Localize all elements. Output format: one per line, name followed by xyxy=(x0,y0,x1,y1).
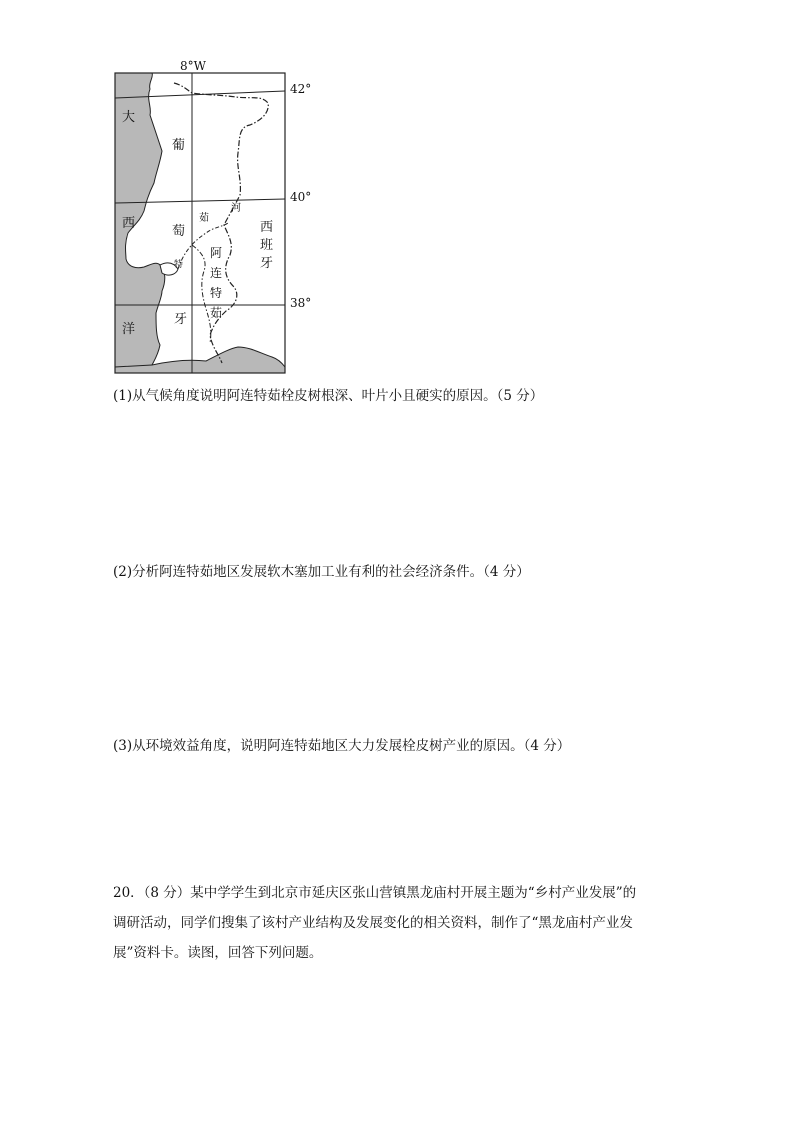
ocean-label-1: 大 xyxy=(122,110,136,125)
region-label-1: 阿 xyxy=(210,246,223,260)
river-label-2: 河 xyxy=(231,203,241,214)
question-2: (2)分析阿连特茹地区发展软木塞加工业有利的社会经济条件。（4 分） xyxy=(113,564,530,580)
spain-label-2: 班 xyxy=(260,238,274,253)
lat-label-42: 42° xyxy=(290,82,312,96)
meridian-label: 8°W xyxy=(180,59,206,73)
question-20-line-1: 20．（8 分）某中学学生到北京市延庆区张山营镇黑龙庙村开展主题为“乡村产业发展”的 xyxy=(113,885,637,901)
portugal-label-2: 萄 xyxy=(172,224,186,239)
ocean-label-2: 西 xyxy=(122,216,136,231)
lat-label-40: 40° xyxy=(290,190,312,204)
portugal-label-3: 牙 xyxy=(174,312,188,327)
river-small-label: 特 xyxy=(174,260,184,270)
spain-label-3: 牙 xyxy=(260,256,274,271)
lat-label-38: 38° xyxy=(290,296,312,310)
river-label-1: 茹 xyxy=(199,213,209,224)
question-20 xyxy=(113,878,693,968)
portugal-map xyxy=(110,55,330,380)
question-1: (1)从气候角度说明阿连特茹栓皮树根深、叶片小且硬实的原因。（5 分） xyxy=(113,388,544,404)
ocean-label-3: 洋 xyxy=(122,322,136,337)
question-3: (3)从环境效益角度，说明阿连特茹地区大力发展栓皮树产业的原因。（4 分） xyxy=(113,738,571,754)
region-label-3: 特 xyxy=(210,286,223,300)
region-label-4: 茹 xyxy=(210,306,223,320)
question-20-line-3: 展”资料卡。读图，回答下列问题。 xyxy=(113,945,323,961)
question-20-line-2: 调研活动，同学们搜集了该村产业结构及发展变化的相关资料，制作了“黑龙庙村产业发 xyxy=(113,915,633,931)
map-figure xyxy=(110,55,330,380)
portugal-label-1: 葡 xyxy=(172,138,186,153)
spain-label-1: 西 xyxy=(260,220,274,235)
region-label-2: 连 xyxy=(210,266,223,280)
